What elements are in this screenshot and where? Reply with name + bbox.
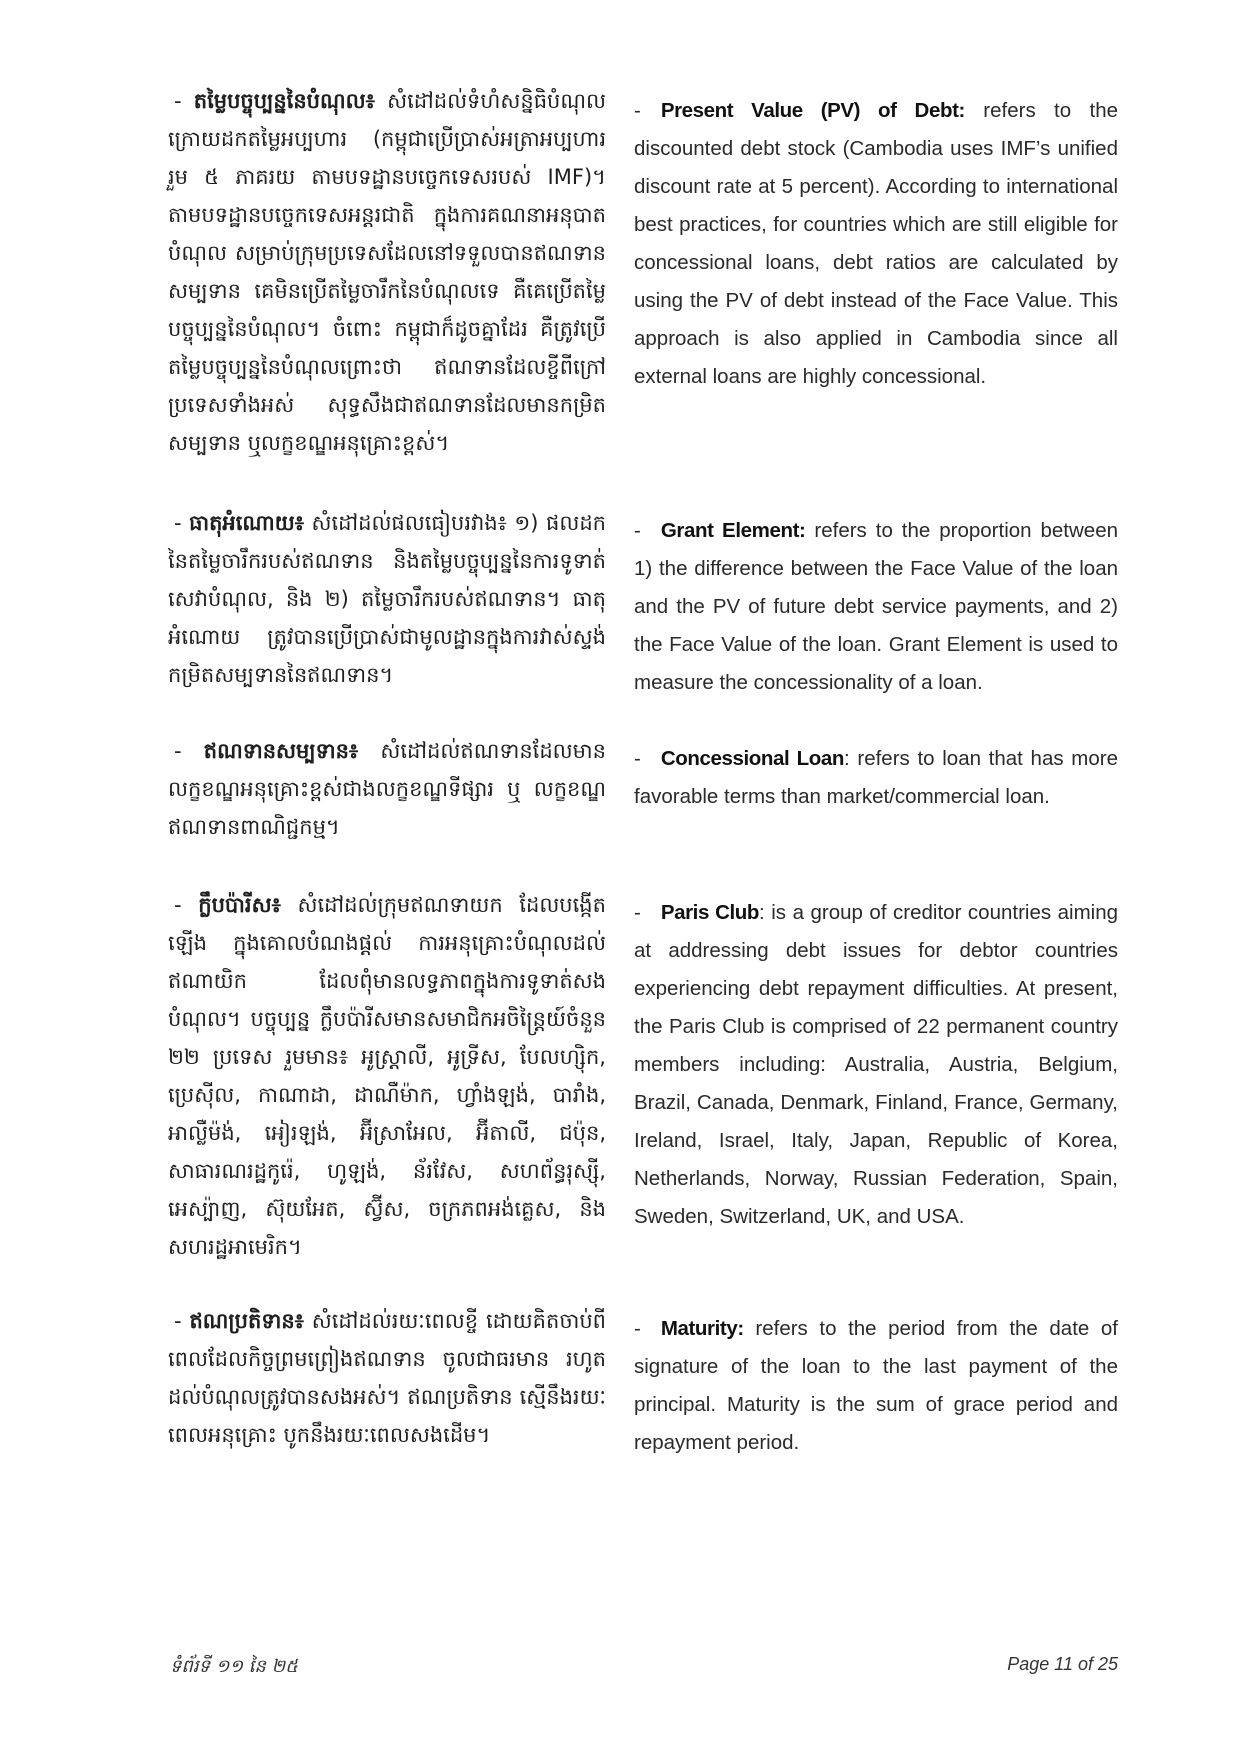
english-term: Maturity: (660, 1317, 744, 1340)
english-text: : is a group of creditor countries aiming at addressing debt issues for debtor countries experiencing debt repayment difficulties. At present, the Paris Club is comprised of 22 permanent country members including: Australia, Austria, Belgium, Brazil, Canada, Denmark, Finland, France, Germany, Ireland, Israel, Italy, Japan, Republic of Korea, Netherlands, Norway, Russian Federation, Spain, Sweden, Switzerland, UK, and USA. (634, 901, 1118, 1228)
khmer-term: ធាតុអំណោយ៖ (189, 511, 304, 535)
khmer-text: សំដៅដល់ទំហំសន្និធិបំណុល ក្រោយដកតម្លៃអប្បហារ (កម្ពុជាប្រើប្រាស់អត្រាអប្បហាររួម ៥ ភាគរយ តាមបទដ្ឋានបច្ចេកទេសរបស់ IMF)។ តាមបទដ្ឋានបច្ចេកទេសអន្តរជាតិ ក្នុងការគណនាអនុបាតបំណុល សម្រាប់ក្រុមប្រទេសដែលនៅទទួលបានឥណទានសម្បទាន គេមិនប្រើតម្លៃចារឹកនៃបំណុលទេ គឺគេប្រើតម្លៃបច្ចុប្បន្ននៃបំណុល។ ចំពោះ កម្ពុជាក៏ដូចគ្នាដែរ គឺត្រូវប្រើតម្លៃបច្ចុប្បន្ននៃបំណុលព្រោះថា ឥណទានដែលខ្ចីពីក្រៅប្រទេសទាំងអស់ សុទ្ធសឹងជាឥណទានដែលមានកម្រិតសម្បទាន ឬលក្ខខណ្ឌអនុគ្រោះខ្ពស់។ (168, 89, 606, 455)
khmer-text: សំដៅដល់ក្រុមឥណទាយក ដែលបង្កើតឡើង ក្នុងគោលបំណងផ្តល់ ការអនុគ្រោះបំណុលដល់ឥណាយិក ដែលពុំមានលទ្ធភាពក្នុងការទូទាត់សងបំណុល។ បច្ចុប្បន្ន ក្លឹបប៉ារីសមានសមាជិកអចិន្ត្រៃយ៍ចំនួន ២២ ប្រទេស រួមមាន៖ អូស្ត្រាលី, អូទ្រីស, បែលហ្ស៊ិក, ប្រេស៊ីល, កាណាដា, ដាណឺម៉ាក, ហ្វាំងឡង់, បារាំង, អាល្លឺម៉ង់, អៀរឡង់, អ៊ីស្រាអែល, អ៊ីតាលី, ជប៉ុន, សាធារណរដ្ឋកូរ៉េ, ហូឡង់, ន័រវែស, សហព័ន្ធរុស្ស៊ី, អេស្ប៉ាញ, ស៊ុយអែត, ស្វ៊ីស, ចក្រភពអង់គ្លេស, និង សហរដ្ឋអាមេរិក។ (168, 893, 606, 1259)
khmer-text: សំដៅដល់ផលធៀបរវាង៖ ១) ផលដកនៃតម្លៃចារឹករបស់ឥណទាន និងតម្លៃបច្ចុប្បន្ននៃការទូទាត់សេវាបំណុល, និង ២) តម្លៃចារឹករបស់ឥណទាន។ ធាតុអំណោយ ត្រូវបានប្រើប្រាស់ជាមូលដ្ឋានក្នុងការវាស់ស្ទង់កម្រិតសម្បទាននៃឥណទាន។ (168, 511, 606, 687)
english-text: : refers to loan that has more favorable terms than market/commercial loan. (634, 747, 1119, 808)
english-definition: - Paris Club: is a group of creditor countries aiming at addressing debt issues for debtor countries experiencing debt repayment difficulties. At present, the Paris Club is comprised of 22 permanent country members including: Australia, Austria, Belgium, Brazil, Canada, Denmark, Finland, France, Germany, Ireland, Israel, Italy, Japan, Republic of Korea, Netherlands, Norway, Russian Federation, Spain, Sweden, Switzerland, UK, and USA. (634, 901, 1118, 1228)
khmer-term: ឥណប្រតិទាន៖ (189, 1309, 304, 1333)
khmer-definition: - ឥណប្រតិទាន៖ សំដៅដល់រយៈពេលខ្ចី ដោយគិតចាប់ពីពេលដែលកិច្ចព្រមព្រៀងឥណទាន ចូលជាធរមាន រហូតដល់បំណុលត្រូវបានសងអស់។ ឥណប្រតិទាន ស្មើនឹងរយៈពេលអនុគ្រោះ បូកនឹងរយៈពេលសងដើម។ (168, 1309, 606, 1447)
khmer-term: តម្លៃបច្ចុប្បន្ននៃបំណុល៖ (193, 89, 375, 113)
khmer-definition: - តម្លៃបច្ចុប្បន្ននៃបំណុល៖ សំដៅដល់ទំហំសន្និធិបំណុល ក្រោយដកតម្លៃអប្បហារ (កម្ពុជាប្រើប្រាស់អត្រាអប្បហាររួម ៥ ភាគរយ តាមបទដ្ឋានបច្ចេកទេសរបស់ IMF)។ តាមបទដ្ឋានបច្ចេកទេសអន្តរជាតិ ក្នុងការគណនាអនុបាតបំណុល សម្រាប់ក្រុមប្រទេសដែលនៅទទួលបានឥណទានសម្បទាន គេមិនប្រើតម្លៃចារឹកនៃបំណុលទេ គឺគេប្រើតម្លៃបច្ចុប្បន្ននៃបំណុល។ ចំពោះ កម្ពុជាក៏ដូចគ្នាដែរ គឺត្រូវប្រើតម្លៃបច្ចុប្បន្ននៃបំណុលព្រោះថា ឥណទានដែលខ្ចីពីក្រៅប្រទេសទាំងអស់ សុទ្ធសឹងជាឥណទានដែលមានកម្រិតសម្បទាន ឬលក្ខខណ្ឌអនុគ្រោះខ្ពស់។ (168, 89, 606, 455)
english-text: refers to the discounted debt stock (Cambodia uses IMF’s unified discount rate at 5 percent). According to international best practices, for countries which are still eligible for concessional loans, debt ratios are calculated by using the PV of debt instead of the Face Value. This approach is also applied in Cambodia since all external loans are highly concessional. (634, 99, 1118, 388)
khmer-text: សំដៅដល់ឥណទានដែលមានលក្ខខណ្ឌអនុគ្រោះខ្ពស់ជាងលក្ខខណ្ឌទីផ្សារ ឬ លក្ខខណ្ឌឥណទានពាណិជ្ជកម្ម។ (168, 739, 606, 839)
khmer-term: ក្លឹបប៉ារីស៖ (198, 893, 281, 917)
khmer-definition: - ឥណទានសម្បទាន៖ សំដៅដល់ឥណទានដែលមានលក្ខខណ្ឌអនុគ្រោះខ្ពស់ជាងលក្ខខណ្ឌទីផ្សារ ឬ លក្ខខណ្ឌឥណទានពាណិជ្ជកម្ម។ (168, 739, 606, 839)
khmer-text: សំដៅដល់រយៈពេលខ្ចី ដោយគិតចាប់ពីពេលដែលកិច្ចព្រមព្រៀងឥណទាន ចូលជាធរមាន រហូតដល់បំណុលត្រូវបានសងអស់។ ឥណប្រតិទាន ស្មើនឹងរយៈពេលអនុគ្រោះ បូកនឹងរយៈពេលសងដើម។ (168, 1309, 606, 1447)
english-term: Paris Club (660, 901, 760, 924)
english-term: Present Value (PV) of Debt: (660, 99, 965, 122)
footer-page-number-english: Page 11 of 25 (1007, 1654, 1118, 1674)
khmer-definition: - ធាតុអំណោយ៖ សំដៅដល់ផលធៀបរវាង៖ ១) ផលដកនៃតម្លៃចារឹករបស់ឥណទាន និងតម្លៃបច្ចុប្បន្ននៃការទូទាត់សេវាបំណុល, និង ២) តម្លៃចារឹករបស់ឥណទាន។ ធាតុអំណោយ ត្រូវបានប្រើប្រាស់ជាមូលដ្ឋានក្នុងការវាស់ស្ទង់កម្រិតសម្បទាននៃឥណទាន។ (168, 511, 606, 687)
khmer-definition: - ក្លឹបប៉ារីស៖ សំដៅដល់ក្រុមឥណទាយក ដែលបង្កើតឡើង ក្នុងគោលបំណងផ្តល់ ការអនុគ្រោះបំណុលដល់ឥណាយិក ដែលពុំមានលទ្ធភាពក្នុងការទូទាត់សងបំណុល។ បច្ចុប្បន្ន ក្លឹបប៉ារីសមានសមាជិកអចិន្ត្រៃយ៍ចំនួន ២២ ប្រទេស រួមមាន៖ អូស្ត្រាលី, អូទ្រីស, បែលហ្ស៊ិក, ប្រេស៊ីល, កាណាដា, ដាណឺម៉ាក, ហ្វាំងឡង់, បារាំង, អាល្លឺម៉ង់, អៀរឡង់, អ៊ីស្រាអែល, អ៊ីតាលី, ជប៉ុន, សាធារណរដ្ឋកូរ៉េ, ហូឡង់, ន័រវែស, សហព័ន្ធរុស្ស៊ី, អេស្ប៉ាញ, ស៊ុយអែត, ស្វ៊ីស, ចក្រភពអង់គ្លេស, និង សហរដ្ឋអាមេរិក។ (168, 893, 606, 1259)
english-term: Grant Element: (660, 519, 806, 542)
footer-page-number-khmer: ទំព័រទី ១១ នៃ ២៥ (170, 1656, 298, 1677)
english-definition: - Maturity: refers to the period from the date of signature of the loan to the last payment of the principal. Maturity is the sum of grace period and repayment period. (634, 1317, 1118, 1454)
english-definition: - Grant Element: refers to the proportion between 1) the difference between the Face Value of the loan and the PV of future debt service payments, and 2) the Face Value of the loan. Grant Element is used to measure the concessionality of a loan. (634, 519, 1119, 694)
english-text: refers to the proportion between 1) the difference between the Face Value of the loan and the PV of future debt service payments, and 2) the Face Value of the loan. Grant Element is used to measure the concessionality of a loan. (634, 519, 1119, 694)
english-text: refers to the period from the date of signature of the loan to the last payment of the principal. Maturity is the sum of grace period and repayment period. (634, 1317, 1118, 1454)
english-term: Concessional Loan (660, 747, 844, 770)
khmer-term: ឥណទានសម្បទាន៖ (203, 739, 359, 763)
english-definition: - Concessional Loan: refers to loan that has more favorable terms than market/commercial loan. (634, 747, 1119, 808)
english-definition: - Present Value (PV) of Debt: refers to the discounted debt stock (Cambodia uses IMF’s unified discount rate at 5 percent). According to international best practices, for countries which are still eligible for concessional loans, debt ratios are calculated by using the PV of debt instead of the Face Value. This approach is also applied in Cambodia since all external loans are highly concessional. (634, 99, 1118, 388)
